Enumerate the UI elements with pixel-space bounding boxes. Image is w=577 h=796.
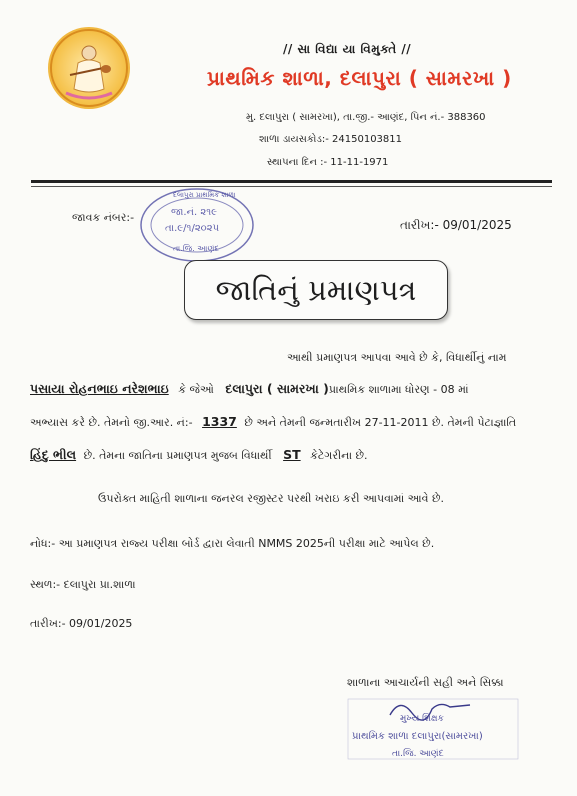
outward-number-label: જાવક નંબર:- (72, 211, 135, 224)
certificate-title: જાતિનું પ્રમાણપત્ર (184, 260, 448, 320)
stamp-number: જા.નં. ૨૧૯ (171, 207, 218, 218)
footer-date: તારીખ:- 09/01/2025 (30, 617, 133, 630)
student-name: પસાયા રોહનભાઇ નરેશભાઇ (30, 381, 169, 396)
body-text: છે અને તેમની જન્મતારીખ 27-11-2011 છે. તેમની પેટાજ્ઞાતિ (244, 416, 517, 429)
stamp-date: તા.૯/૧/૨૦૨૫ (165, 223, 220, 234)
body-text: છે. તેમના જાતિના પ્રમાણપત્ર મુજબ વિધાર્થી (83, 449, 272, 462)
header-divider-thick (31, 180, 552, 183)
outward-stamp (135, 185, 255, 265)
stamp-designation: મુખ્ય શિક્ષક (400, 714, 444, 724)
stamp-school: પ્રાથમિક શાળા દલાપુરા(સામરખા) (352, 731, 483, 742)
verification-line: ઉપરોક્ત માહિતી શાળાના જનરલ રજીસ્ટર પરથી ખરાઇ કરી આપવામાં આવે છે. (98, 492, 444, 505)
note-line: નોધ:- આ પ્રમાણપત્ર રાજ્ય પરીક્ષા બોર્ડ દ્વારા લેવાતી NMMS 2025ની પરીક્ષા માટે આપેલ છે. (30, 537, 435, 550)
body-intro: આથી પ્રમાણપત્ર આપવા આવે છે કે, વિધાર્થીનું નામ (287, 351, 507, 364)
stamp-district: તા.જિ. આણંદ (173, 244, 219, 253)
school-motto: // સા વિદ્યા યા વિમુક્તે // (283, 42, 412, 56)
body-text: કે જેઓ (178, 383, 214, 396)
body-text: અભ્યાસ કરે છે. તેમનો જી.આર. નં:- (30, 416, 193, 429)
principal-stamp (320, 695, 520, 765)
body-line-2 (30, 381, 469, 397)
body-text: પ્રાથમિક શાળામા ધોરણ - 08 માં (328, 383, 469, 396)
dise-code: શાળા ડાયસકોડ:- 24150103811 (259, 134, 403, 145)
school-address: મુ. દલાપુરા ( સામરખા), તા.જી.- આણંદ, પિન નં.- 388360 (246, 112, 486, 123)
header-divider-thin (31, 186, 552, 187)
saraswati-figure-icon (48, 27, 130, 109)
stamp-taluka: તા.જિ. આણંદ (392, 749, 444, 759)
stamp-arc-text: દલાપુરા પ્રાથમિક શાળા (173, 191, 236, 199)
body-text: કેટેગરીના છે. (310, 449, 368, 462)
outward-date: તારીખ:- 09/01/2025 (400, 218, 512, 232)
school-short-name: દલાપુરા ( સામરખા ) (225, 381, 329, 396)
school-name: પ્રાથમિક શાળા, દલાપુરા ( સામરખા ) (207, 66, 512, 90)
saraswati-logo-icon (48, 27, 130, 109)
established-date: સ્થાપના દિન :- 11-11-1971 (267, 157, 389, 168)
body-line-3 (30, 414, 516, 430)
body-line-4 (30, 447, 368, 463)
subcaste: હિંદુ ભીલ (30, 447, 77, 462)
place-line: સ્થળ:- દલાપુરા પ્રા.શાળા (30, 578, 136, 591)
gr-number: 1337 (202, 414, 237, 429)
category: ST (283, 447, 301, 462)
principal-sign-label: શાળાના આચાર્યની સહી અને સિક્કા (347, 676, 504, 689)
